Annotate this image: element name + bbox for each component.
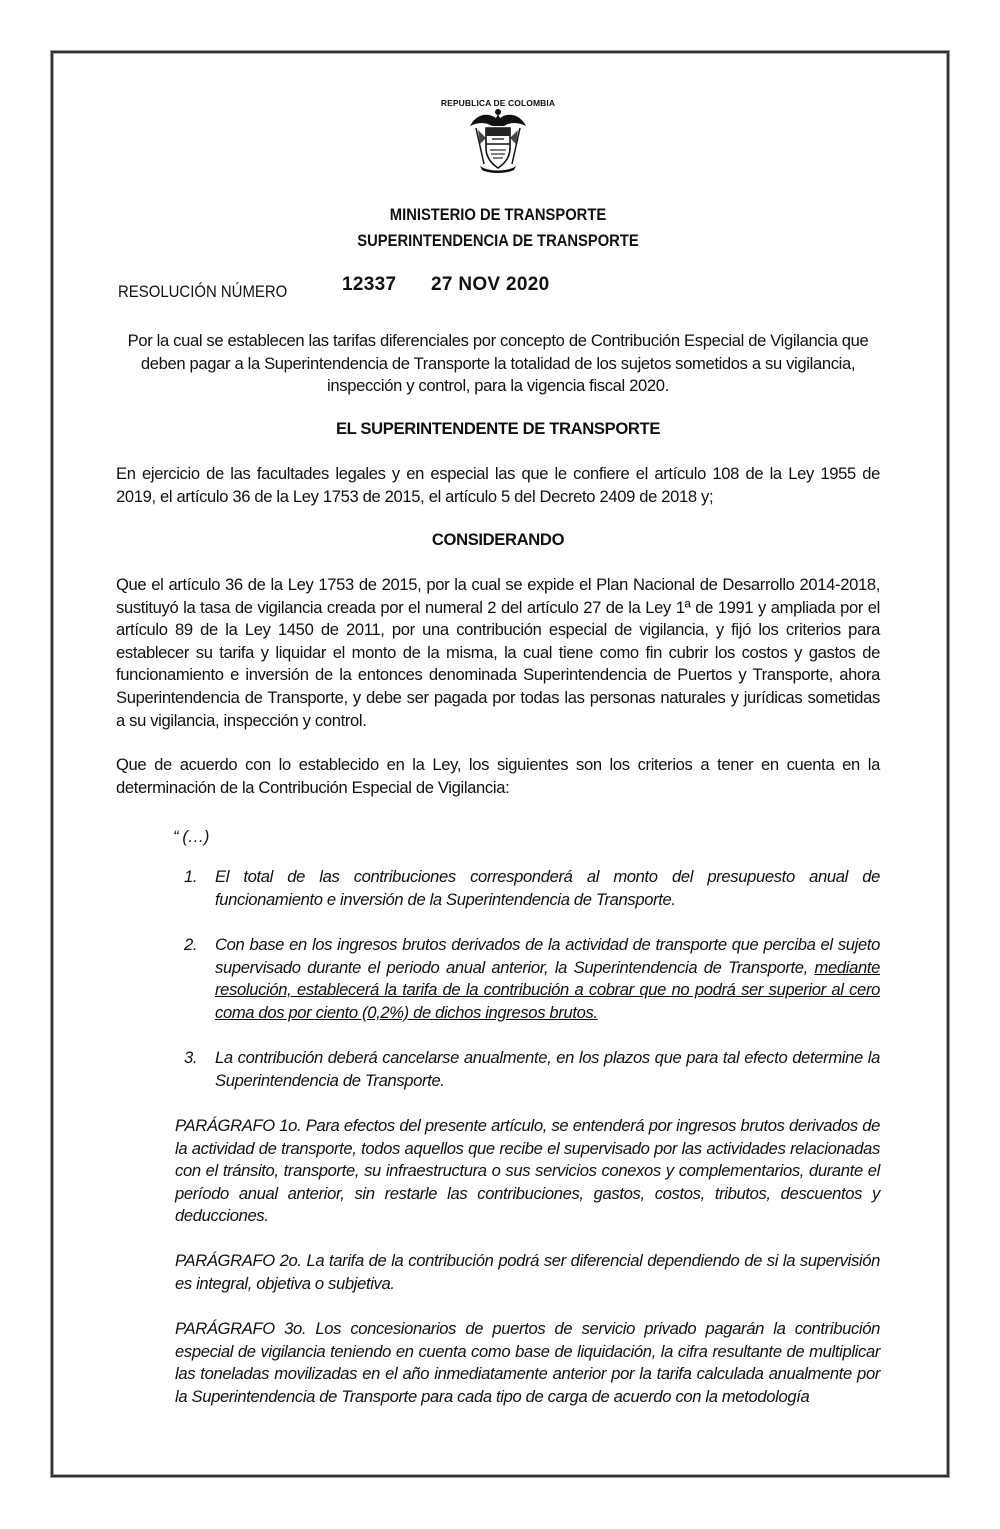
paragrafo-3: PARÁGRAFO 3o. Los concesionarios de puertos de servicio privado pagarán la contribución especial de vigilancia teniendo en cuenta como base de liquidación, la cifra resultante de multiplicar las toneladas movilizadas en el año inmediatamente anterior por la tarifa calculada anualmente por la Superintendencia de Transporte para cada tipo de carga de acuerdo con la metodología xyxy=(175,1319,880,1406)
criterion-text-underlined: mediante resolución, establecerá la tarifa de la contribución a cobrar que no podrá ser superior al cero coma dos por ciento (0,2%) de dichos ingresos brutos. xyxy=(215,957,880,1022)
criterion-number: 1. xyxy=(184,867,198,886)
resolution-header xyxy=(116,272,880,302)
ministry-name: MINISTERIO DE TRANSPORTE xyxy=(389,206,607,224)
resolution-abstract: Por la cual se establecen las tarifas diferenciales por concepto de Contribución Especial de Vigilancia que deben pagar a la Superintendencia de Transporte la totalidad de los sujetos sometidos a su vigilancia, inspección y control, para la vigencia fiscal 2020. xyxy=(127,331,869,396)
quote-open: “ (…) xyxy=(173,827,210,846)
criterion-item-2 xyxy=(184,934,880,1026)
paragrafo-2: PARÁGRAFO 2o. La tarifa de la contribución podrá ser diferencial dependiendo de si la supervisión es integral, objetiva o subjetiva. xyxy=(175,1251,880,1293)
considerando-paragraph-1: Que el artículo 36 de la Ley 1753 de 2015, por la cual se expide el Plan Nacional de Desarrollo 2014-2018, sustituyó la tasa de vigilancia creada por el numeral 2 del artículo 27 de la Ley 1ª de 1991 y ampliada por el artículo 89 de la Ley 1450 de 2011, por una contribución especial de vigilancia, y fijó los criterios para establecer su tarifa y liquidar el monto de la misma, la cual tiene como fin cubrir los costos y gastos de funcionamiento e inversión de la entonces denominada Superintendencia de Puertos y Transporte, ahora Superintendencia de Transporte, y debe ser pagada por todas las personas naturales y jurídicas sometidas a su vigilancia, inspección y control. xyxy=(116,575,880,730)
resolution-number: 12337 xyxy=(342,274,397,295)
agency-name: SUPERINTENDENCIA DE TRANSPORTE xyxy=(357,232,639,250)
criterion-text-plain: Con base en los ingresos brutos derivados de la actividad de transporte que perciba el sujeto supervisado durante el periodo anual anterior, la Superintendencia de Transporte, xyxy=(215,935,880,977)
criterion-item-1 xyxy=(184,866,880,912)
resolution-label: RESOLUCIÓN NÚMERO xyxy=(118,282,288,301)
criterion-text: La contribución deberá cancelarse anualmente, en los plazos que para tal efecto determine la Superintendencia de Transporte. xyxy=(215,1048,880,1090)
powers-paragraph: En ejercicio de las facultades legales y en especial las que le confiere el artículo 108 de la Ley 1955 de 2019, el artículo 36 de la Ley 1753 de 2015, el artículo 5 del Decreto 2409 de 2018 y; xyxy=(116,464,880,506)
coat-of-arms-icon xyxy=(466,104,530,174)
considerando-title: CONSIDERANDO xyxy=(431,530,565,549)
criterion-item-3 xyxy=(184,1047,880,1093)
criterion-text xyxy=(215,934,880,1024)
issuing-authority xyxy=(154,202,842,254)
resolution-date: 27 NOV 2020 xyxy=(431,274,550,295)
paragrafo-1: PARÁGRAFO 1o. Para efectos del presente artículo, se entenderá por ingresos brutos derivados de la actividad de transporte, todos aquellos que recibe el supervisado por las actividades relacionadas con el tránsito, transporte, su infraestructura o sus servicios conexos y complementarios, durante el período anual anterior, sin restarle las contribuciones, gastos, costos, tributos, descuentos y deducciones. xyxy=(175,1116,880,1226)
criterion-text: El total de las contribuciones corresponderá al monto del presupuesto anual de funcionamiento e inversión de la Superintendencia de Transporte. xyxy=(215,867,880,909)
country-heading: REPUBLICA DE COLOMBIA xyxy=(440,98,556,108)
considerando-paragraph-2: Que de acuerdo con lo establecido en la Ley, los siguientes son los criterios a tener en cuenta en la determinación de la Contribución Especial de Vigilancia: xyxy=(116,755,880,797)
issuer-title: EL SUPERINTENDENTE DE TRANSPORTE xyxy=(335,419,661,438)
criterion-number: 3. xyxy=(184,1048,198,1067)
criterion-number: 2. xyxy=(184,935,198,954)
